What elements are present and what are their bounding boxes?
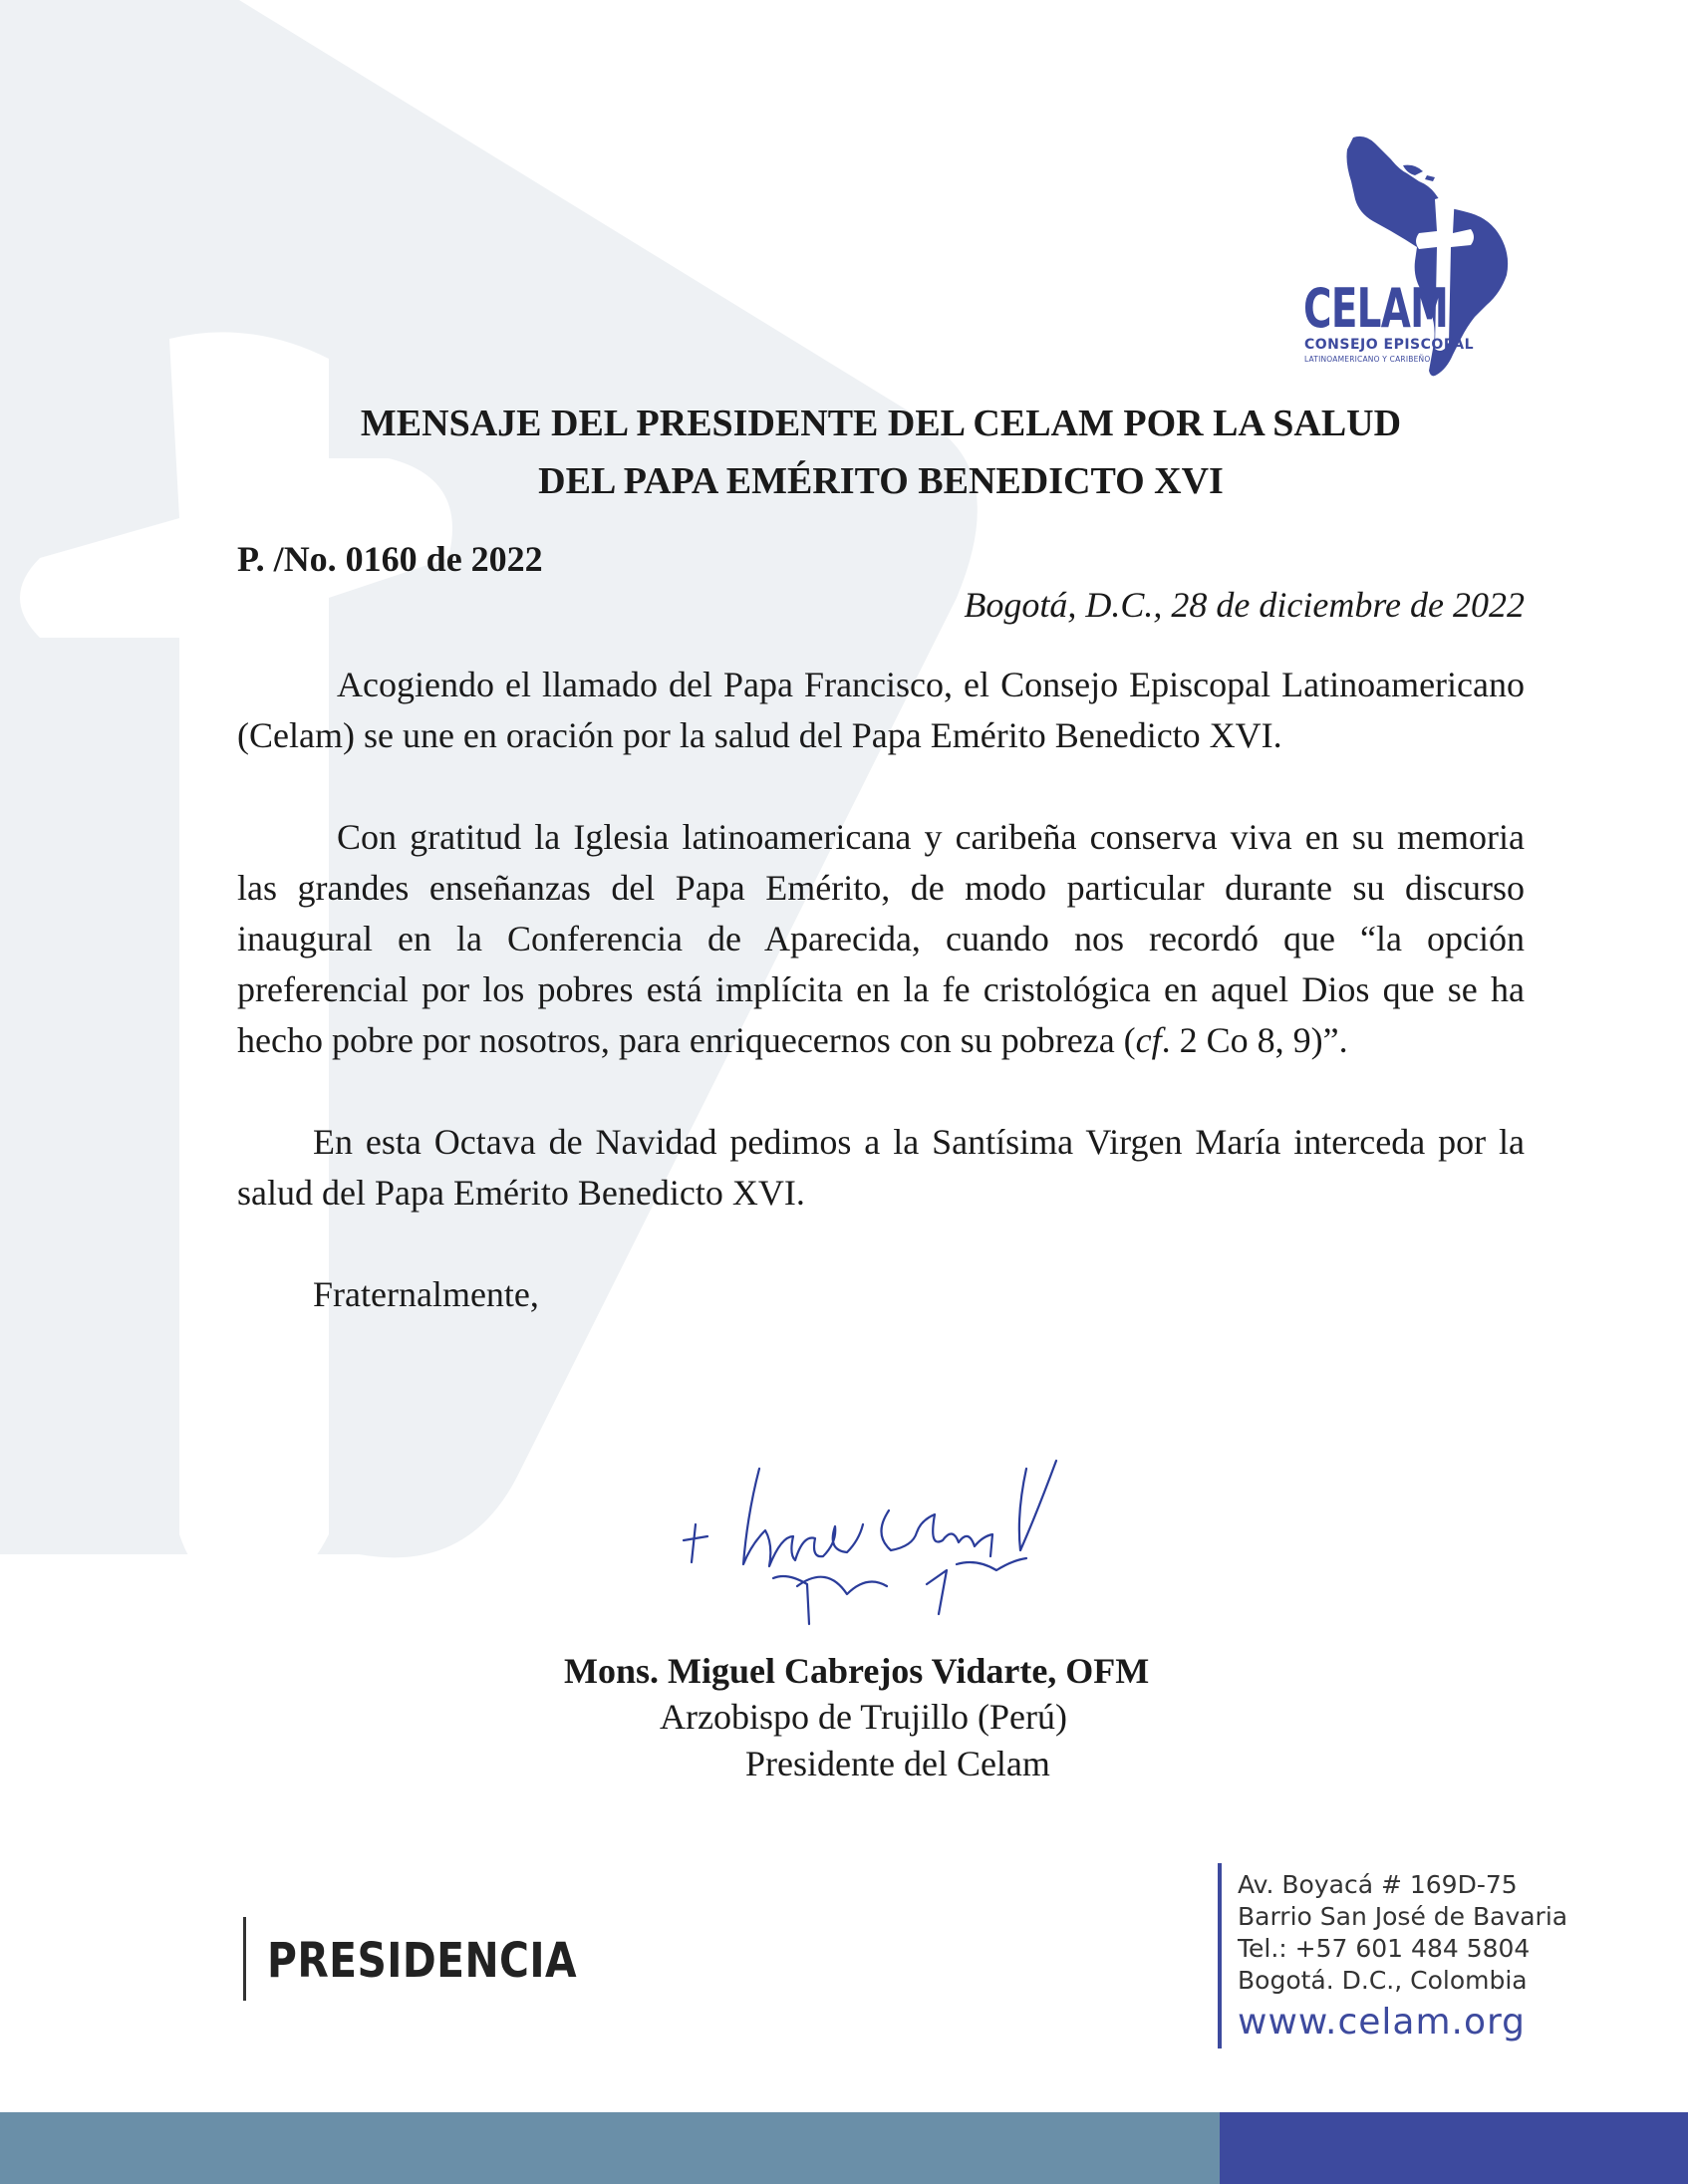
address-city: Bogotá. D.C., Colombia [1238, 1966, 1528, 1995]
paragraph-3: En esta Octava de Navidad pedimos a la Santísima Virgen María interceda por la salud del Papa Emérito Benedicto XVI. [237, 1122, 1525, 1213]
closing-salutation: Fraternalmente, [313, 1274, 539, 1314]
address-line-2: Barrio San José de Bavaria [1238, 1902, 1568, 1931]
department-label: PRESIDENCIA [267, 1933, 578, 1989]
letter-body [237, 395, 1525, 1320]
footer-band-steel [0, 2112, 1220, 2184]
paragraph-2-text: Con gratitud la Iglesia latinoamericana y caribeña conserva viva en su memoria las grandes enseñanzas del Papa Emérito, de modo particular durante su discurso inaugural en la Conferencia de Aparecida, cuando nos recordó que “la opción preferencial por los pobres está implícita en la fe cristológica en aquel Dios que se ha hecho pobre por nosotros, para enriquecernos con su pobreza ( [237, 817, 1525, 1060]
letter-date: Bogotá, D.C., 28 de diciembre de 2022 [964, 585, 1525, 625]
paragraph-2-italic: cf [1135, 1020, 1162, 1060]
website-link[interactable]: www.celam.org [1238, 2002, 1527, 2043]
footer-band-blue [1220, 2112, 1688, 2184]
logo-subtitle: CONSEJO EPISCOPAL [1304, 337, 1475, 353]
logo-wordmark: CELAM [1303, 277, 1449, 340]
title-line-2: DEL PAPA EMÉRITO BENEDICTO XVI [538, 460, 1224, 502]
footer-divider-right [1218, 1863, 1222, 2048]
paragraph-2-end: . 2 Co 8, 9)”. [1161, 1020, 1348, 1060]
paragraph-1: Acogiendo el llamado del Papa Francisco, el Consejo Episcopal Latinoamericano (Celam) se une en oración por la salud del Papa Emérito Benedicto XVI. [237, 665, 1525, 755]
signer-name: Mons. Miguel Cabrejos Vidarte, OFM [564, 1651, 1150, 1691]
footer-divider-left [243, 1917, 246, 2001]
reference-number: P. /No. 0160 de 2022 [237, 539, 543, 579]
title-line-1: MENSAJE DEL PRESIDENTE DEL CELAM POR LA SALUD [360, 403, 1402, 444]
handwritten-signature [678, 1455, 1076, 1634]
signer-role-archbishop: Arzobispo de Trujillo (Perú) [660, 1697, 1067, 1737]
phone-number: Tel.: +57 601 484 5804 [1238, 1934, 1531, 1963]
paragraph-2 [237, 812, 1525, 1066]
signer-role-president: Presidente del Celam [745, 1744, 1050, 1783]
letter-title [237, 395, 1525, 510]
address-line-1: Av. Boyacá # 169D-75 [1238, 1870, 1518, 1899]
logo-subtitle-small: LATINOAMERICANO Y CARIBEÑO [1304, 355, 1431, 364]
contact-address [1238, 1869, 1567, 2048]
